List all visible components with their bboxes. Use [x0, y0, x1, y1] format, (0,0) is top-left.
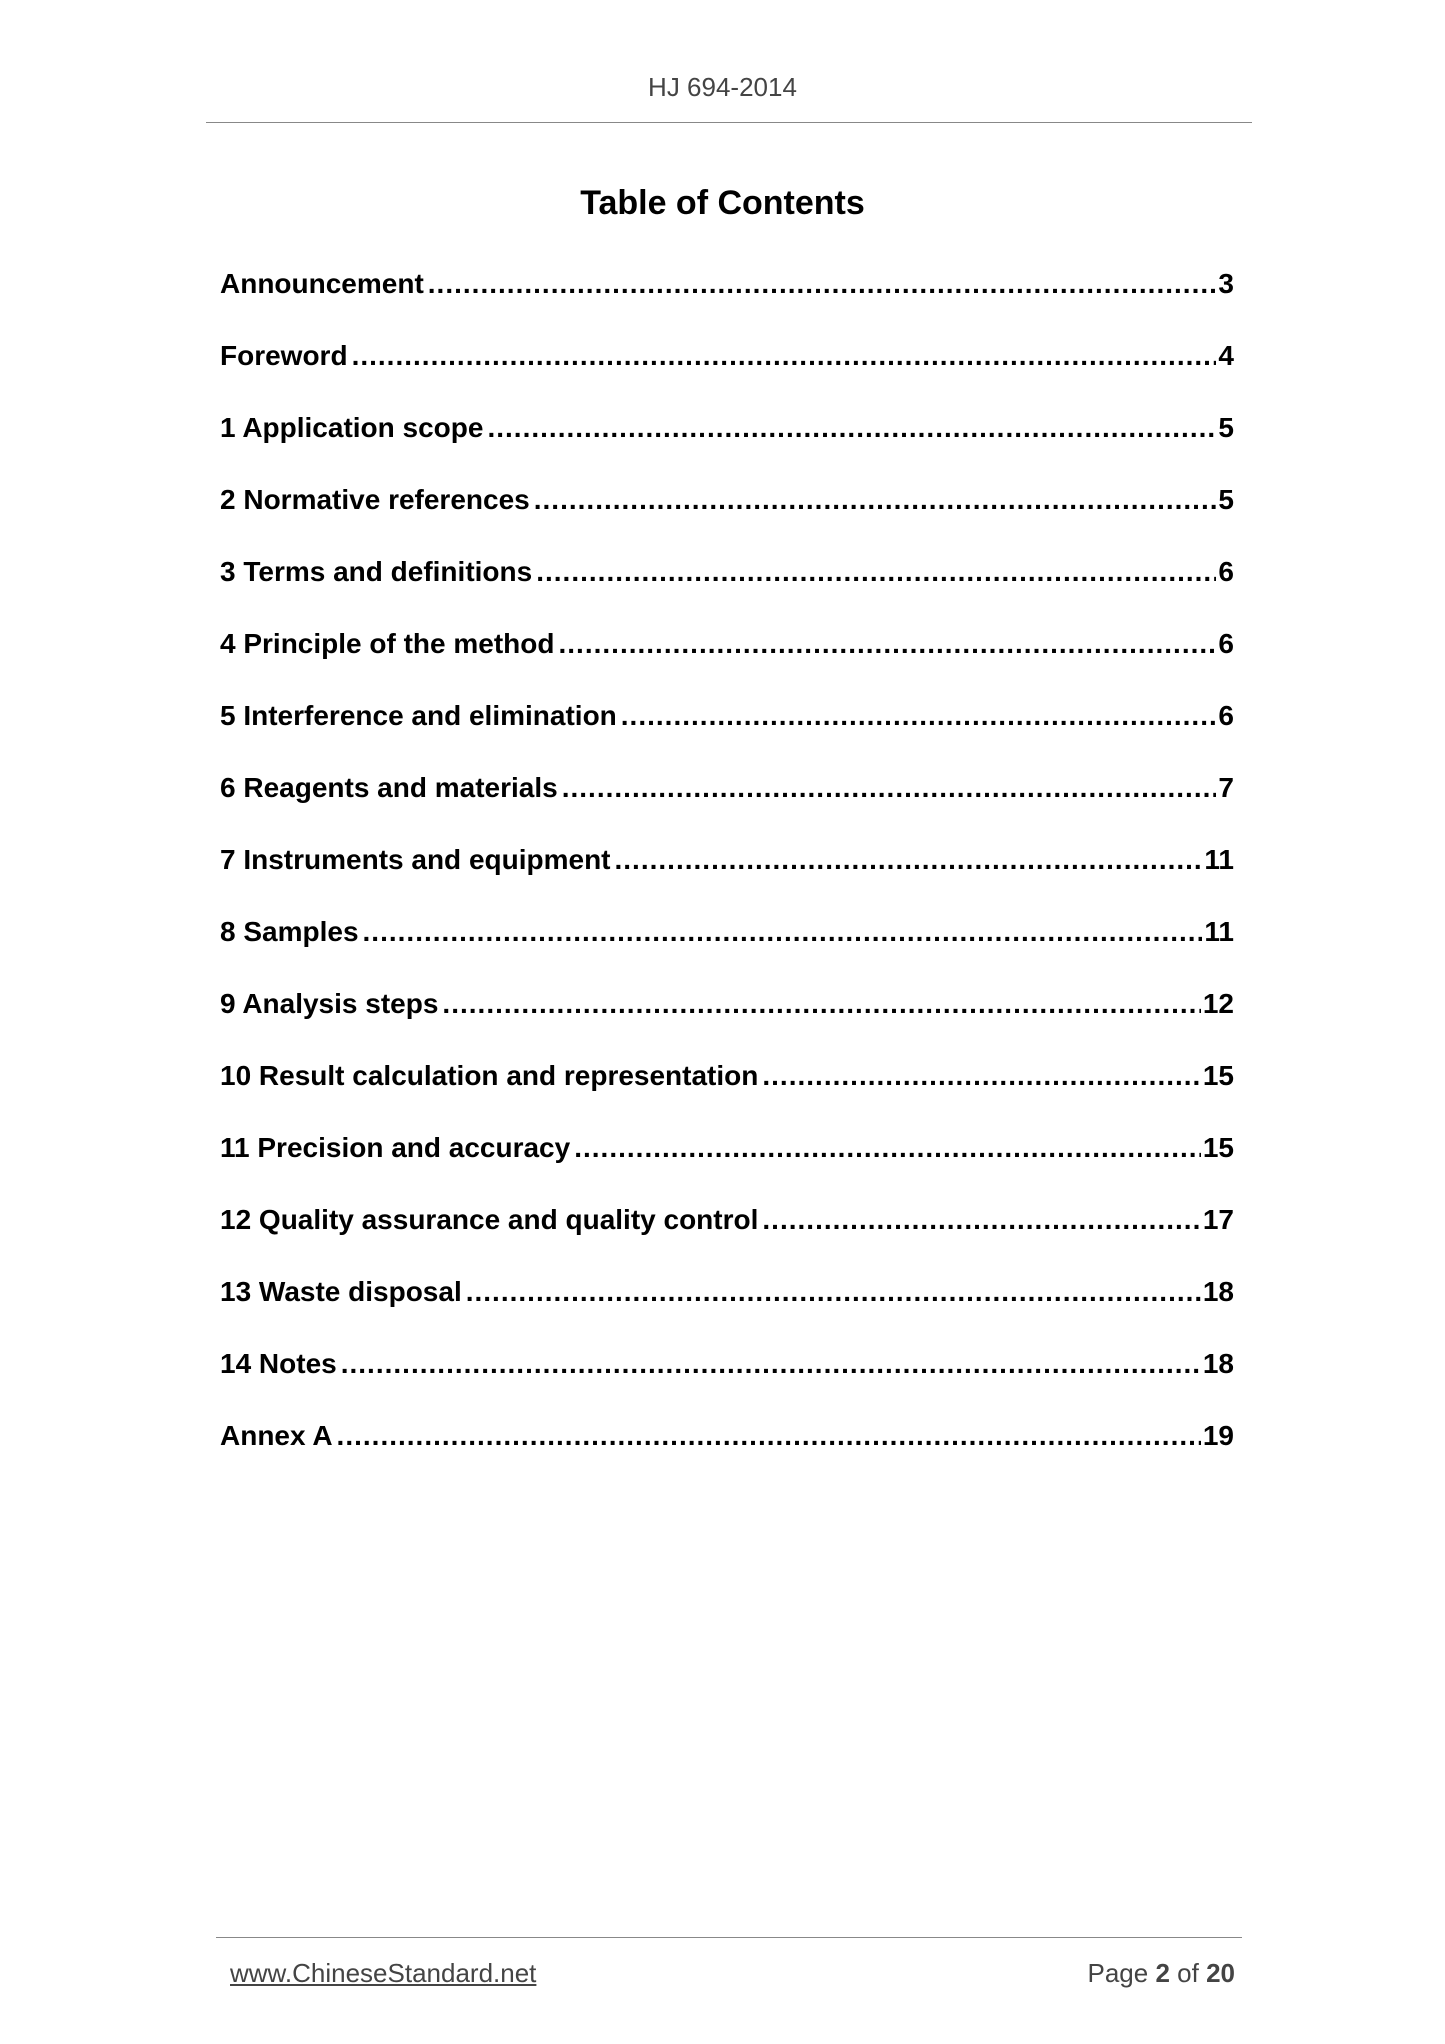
toc-leader-dots: [558, 628, 1216, 660]
toc-entry-precision-accuracy[interactable]: [220, 1132, 1234, 1204]
toc-leader-dots: [574, 1132, 1201, 1164]
toc-leader-dots: [534, 484, 1217, 516]
footer-divider: [216, 1937, 1242, 1938]
toc-entry-page: 18: [1202, 1348, 1234, 1379]
footer-page-total: 20: [1206, 1958, 1235, 1988]
toc-entry-label: 10 Result calculation and representation: [220, 1060, 759, 1091]
toc-leader-dots: [352, 340, 1217, 372]
toc-entry-label: 13 Waste disposal: [220, 1276, 462, 1307]
toc-leader-dots: [487, 412, 1216, 444]
toc-entry-page: 11: [1204, 844, 1234, 875]
toc-entry-instruments-equipment[interactable]: [220, 844, 1234, 916]
toc-entry-label: 8 Samples: [220, 916, 359, 947]
footer-page-of: of: [1177, 1958, 1199, 1988]
toc-entry-page: 5: [1218, 412, 1234, 443]
toc-leader-dots: [762, 1060, 1200, 1092]
toc-entry-label: 12 Quality assurance and quality control: [220, 1204, 759, 1235]
toc-entry-waste-disposal[interactable]: [220, 1276, 1234, 1348]
toc-entry-page: 12: [1202, 988, 1234, 1019]
toc-entry-label: Foreword: [220, 340, 348, 371]
toc-entry-quality-assurance[interactable]: [220, 1204, 1234, 1276]
toc-entry-page: 17: [1202, 1204, 1234, 1235]
toc-entry-application-scope[interactable]: [220, 412, 1234, 484]
toc-entry-label: 11 Precision and accuracy: [220, 1132, 571, 1163]
toc-entry-label: 6 Reagents and materials: [220, 772, 558, 803]
toc-entry-principle-method[interactable]: [220, 628, 1234, 700]
toc-entry-page: 19: [1202, 1420, 1234, 1451]
toc-entry-page: 6: [1218, 556, 1234, 587]
toc-entry-label: 14 Notes: [220, 1348, 337, 1379]
toc-entry-label: 7 Instruments and equipment: [220, 844, 611, 875]
toc-entry-page: 7: [1218, 772, 1234, 803]
toc-entry-analysis-steps[interactable]: [220, 988, 1234, 1060]
toc-entry-terms-definitions[interactable]: [220, 556, 1234, 628]
toc-entry-label: 5 Interference and elimination: [220, 700, 617, 731]
toc-leader-dots: [615, 844, 1203, 876]
toc-entry-label: 4 Principle of the method: [220, 628, 555, 659]
toc-entry-page: 6: [1218, 628, 1234, 659]
toc-entry-annex-a[interactable]: [220, 1420, 1234, 1492]
toc-entry-page: 6: [1218, 700, 1234, 731]
toc-entry-foreword[interactable]: [220, 340, 1234, 412]
toc-entry-label: 2 Normative references: [220, 484, 530, 515]
toc-entry-label: Announcement: [220, 268, 424, 299]
toc-entry-result-calculation[interactable]: [220, 1060, 1234, 1132]
toc-entry-page: 4: [1218, 340, 1234, 371]
toc-entry-label: 3 Terms and definitions: [220, 556, 533, 587]
toc-leader-dots: [337, 1420, 1201, 1452]
toc-leader-dots: [341, 1348, 1201, 1380]
toc-leader-dots: [762, 1204, 1200, 1236]
footer-page-number: [1087, 1958, 1235, 1989]
footer-page-current: 2: [1155, 1958, 1170, 1988]
footer-website-link[interactable]: www.ChineseStandard.net: [230, 1958, 537, 1988]
toc-entry-label: 1 Application scope: [220, 412, 484, 443]
toc-leader-dots: [562, 772, 1217, 804]
toc-entry-page: 15: [1202, 1060, 1234, 1091]
toc-entry-label: 9 Analysis steps: [220, 988, 439, 1019]
footer-page-prefix: Page: [1087, 1958, 1149, 1988]
toc-entry-normative-references[interactable]: [220, 484, 1234, 556]
toc-entry-label: Annex A: [220, 1420, 333, 1451]
toc-leader-dots: [466, 1276, 1201, 1308]
toc-entry-announcement[interactable]: [220, 268, 1234, 340]
toc-list: [220, 268, 1234, 1492]
toc-entry-reagents-materials[interactable]: [220, 772, 1234, 844]
toc-entry-interference-elimination[interactable]: [220, 700, 1234, 772]
toc-leader-dots: [442, 988, 1200, 1020]
toc-leader-dots: [428, 268, 1217, 300]
toc-entry-page: 5: [1218, 484, 1234, 515]
toc-entry-samples[interactable]: [220, 916, 1234, 988]
toc-entry-page: 3: [1218, 268, 1234, 299]
header-divider: [206, 122, 1252, 123]
toc-entry-page: 15: [1202, 1132, 1234, 1163]
toc-entry-page: 18: [1202, 1276, 1234, 1307]
toc-entry-page: 11: [1204, 916, 1234, 947]
toc-leader-dots: [536, 556, 1216, 588]
toc-entry-notes[interactable]: [220, 1348, 1234, 1420]
toc-title: Table of Contents: [580, 184, 865, 222]
header-standard-code: HJ 694-2014: [648, 72, 797, 102]
toc-leader-dots: [363, 916, 1203, 948]
toc-leader-dots: [621, 700, 1217, 732]
